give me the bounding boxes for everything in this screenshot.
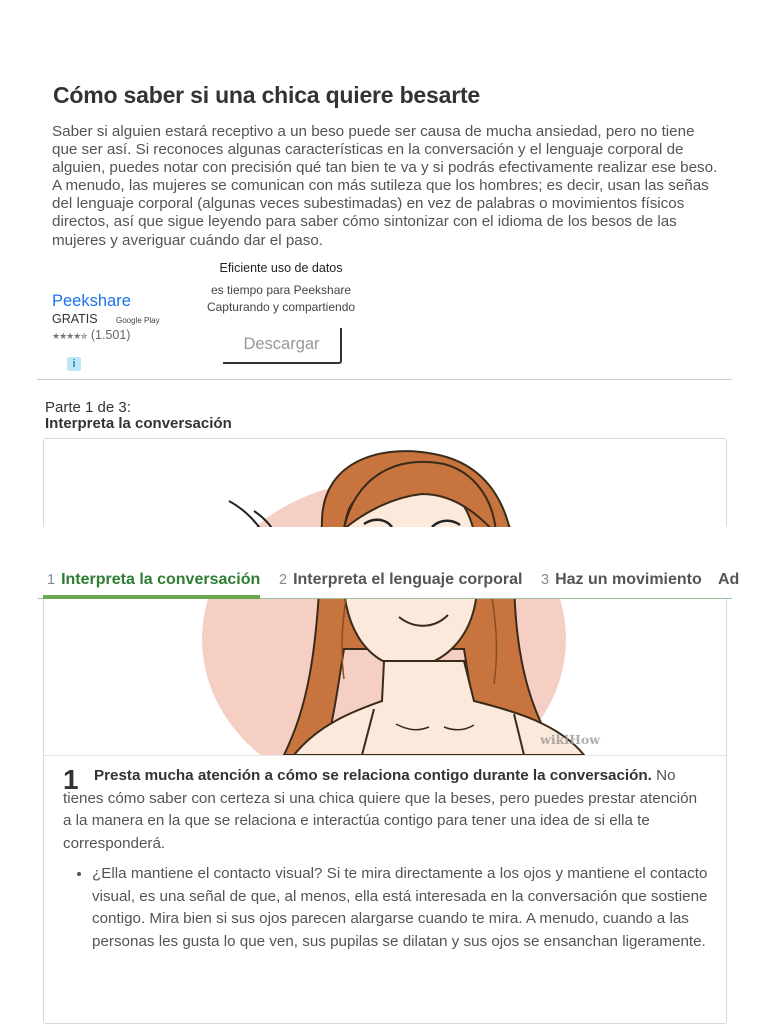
tab-label: Interpreta la conversación bbox=[61, 571, 261, 588]
info-icon[interactable]: i bbox=[67, 357, 81, 371]
ad-headline[interactable]: Eficiente uso de datos bbox=[219, 261, 343, 275]
google-play-badge[interactable]: Google Play bbox=[116, 316, 160, 325]
card-separator bbox=[44, 755, 726, 756]
ad-subline-2: Capturando y compartiendo bbox=[206, 299, 356, 314]
step-bold-text: Presta mucha atención a cómo se relaciona contigo durante la conversación. bbox=[94, 767, 652, 784]
tab-part-1[interactable] bbox=[47, 571, 260, 589]
tab-label: Haz un movimiento bbox=[555, 571, 702, 588]
tab-number: 1 bbox=[47, 572, 56, 588]
section-divider bbox=[37, 379, 732, 380]
part-label: Parte 1 de 3: bbox=[45, 399, 131, 416]
tab-ad[interactable] bbox=[718, 571, 739, 589]
tab-label: Ad bbox=[718, 571, 740, 588]
part-name: Interpreta la conversación bbox=[45, 415, 232, 432]
article-title: Cómo saber si una chica quiere besarte bbox=[53, 82, 481, 108]
rating-count: (1.501) bbox=[90, 328, 131, 342]
step-card bbox=[43, 438, 727, 1024]
ad-subline-1: es tiempo para Peekshare bbox=[210, 283, 352, 297]
step-number: 1 bbox=[63, 764, 79, 795]
download-button[interactable]: Descargar bbox=[223, 328, 342, 364]
step-text bbox=[63, 765, 708, 856]
tab-part-3[interactable] bbox=[541, 571, 702, 589]
tab-label: Interpreta el lenguaje corporal bbox=[293, 571, 523, 588]
tab-part-2[interactable] bbox=[279, 571, 522, 589]
ad-rating bbox=[52, 328, 130, 342]
tab-number: 3 bbox=[541, 572, 550, 588]
active-tab-indicator bbox=[43, 595, 260, 599]
wikihow-watermark: wikiHow bbox=[540, 732, 600, 747]
step-body-text: No tienes cómo saber con certeza si una chica quiere que la beses, pero puedes prestar atención a la manera en la que se relaciona e interactúa contigo para tener una idea de si ella te corresponderá. bbox=[63, 767, 698, 853]
rating-stars-icon: ★★★★✯ bbox=[52, 331, 87, 341]
ad-brand-link[interactable]: Peekshare bbox=[52, 292, 131, 310]
list-item: • ¿Ella mantiene el contacto visual? Si te mira directamente a los ojos y mantiene el contacto visual, es una señal de que, al menos, ella está interesada en la conversación que sostiene contigo. Mira bien si sus ojos parecen alargarse cuando te mira. A menudo, cuando a las personas les gusta lo que ven, sus pupilas se dilatan y sus ojos se ensanchan ligeramente. bbox=[92, 863, 708, 954]
ad-price: GRATIS bbox=[52, 312, 98, 326]
step-bullets bbox=[74, 863, 708, 954]
ad-subline[interactable] bbox=[196, 282, 366, 315]
article-intro: Saber si alguien estará receptivo a un beso puede ser causa de mucha ansiedad, pero no tiene que ser así. Si reconoces algunas características en la conversación y el lenguaje corporal de alguien, puedes notar con precisión qué tan bien te va y si podrás efectivamente realizar ese beso. A menudo, las mujeres se comunican con más sutileza que los hombres; es decir, usan las señas del lenguaje corporal (algunas veces subestimadas) en vez de palabras o movimientos físicos directos, así que sigue leyendo para saber cómo sintonizar con el idioma de los besos de las mujeres y averiguar cuándo dar el paso. bbox=[52, 123, 718, 249]
tab-number: 2 bbox=[279, 572, 288, 588]
